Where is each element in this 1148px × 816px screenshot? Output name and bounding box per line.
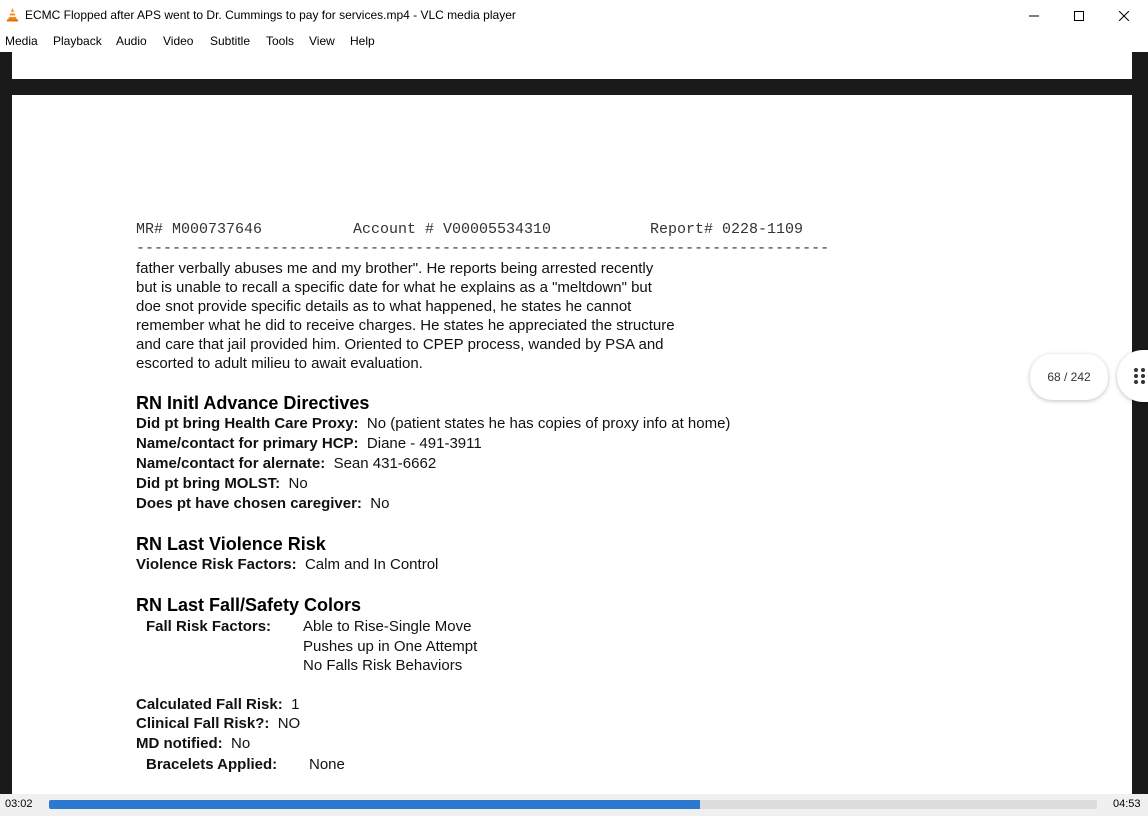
field-label: Does pt have chosen caregiver: bbox=[136, 495, 362, 512]
violence-risk-field bbox=[136, 556, 438, 573]
page-counter bbox=[1030, 354, 1108, 400]
narrative-line: escorted to adult milieu to await evaluation. bbox=[136, 355, 423, 372]
seek-bar[interactable] bbox=[49, 800, 1097, 809]
field-label: Name/contact for alernate: bbox=[136, 455, 326, 472]
maximize-button[interactable] bbox=[1056, 0, 1102, 31]
total-time: 04:53 bbox=[1113, 798, 1141, 810]
close-icon bbox=[1119, 11, 1129, 21]
directive-field bbox=[136, 415, 730, 432]
violence-risk-heading: RN Last Violence Risk bbox=[136, 534, 326, 554]
vlc-cone-icon bbox=[5, 7, 20, 22]
fall-field bbox=[136, 715, 300, 732]
page-counter-text: 68 / 242 bbox=[1047, 370, 1091, 384]
menu-video[interactable]: Video bbox=[163, 34, 194, 48]
field-label: Violence Risk Factors: bbox=[136, 556, 297, 573]
header-rule: ----------------------------------------------------------------------------- bbox=[136, 240, 830, 257]
close-button[interactable] bbox=[1101, 0, 1147, 31]
account-number: Account # V00005534310 bbox=[353, 221, 552, 238]
menu-tools[interactable]: Tools bbox=[266, 34, 295, 48]
directive-field bbox=[136, 475, 308, 492]
field-label: Calculated Fall Risk: bbox=[136, 696, 283, 713]
elapsed-time: 03:02 bbox=[5, 798, 33, 810]
field-label: MD notified: bbox=[136, 735, 223, 752]
advance-directives-heading: RN Initl Advance Directives bbox=[136, 393, 370, 413]
field-value: Calm and In Control bbox=[304, 556, 439, 573]
directive-field bbox=[136, 495, 389, 512]
field-label: Did pt bring MOLST: bbox=[136, 475, 281, 492]
menu-media[interactable]: Media bbox=[5, 34, 38, 48]
field-value: NO bbox=[277, 715, 301, 732]
menu-audio[interactable]: Audio bbox=[116, 34, 147, 48]
minimize-button[interactable] bbox=[1011, 0, 1057, 31]
narrative-line: but is unable to recall a specific date for what he explains as a "meltdown" but bbox=[136, 279, 652, 296]
document-page bbox=[12, 95, 1132, 794]
field-label: Clinical Fall Risk?: bbox=[136, 715, 270, 732]
grip-dots-icon bbox=[1133, 367, 1147, 385]
narrative-line: remember what he did to receive charges. He states he appreciated the structure bbox=[136, 317, 675, 334]
menu-bar bbox=[0, 31, 1148, 52]
directive-field bbox=[136, 455, 436, 472]
previous-page-fragment bbox=[12, 52, 1132, 79]
narrative-line: and care that jail provided him. Oriented to CPEP process, wanded by PSA and bbox=[136, 336, 664, 353]
menu-view[interactable]: View bbox=[309, 34, 335, 48]
maximize-icon bbox=[1074, 11, 1084, 21]
field-value: Diane - 491-3911 bbox=[366, 435, 482, 452]
report-number: Report# 0228-1109 bbox=[650, 221, 804, 238]
field-value: No bbox=[370, 495, 390, 512]
field-value: No bbox=[288, 475, 308, 492]
field-value: No (patient states he has copies of proxy info at home) bbox=[366, 415, 731, 432]
bracelets-value: None bbox=[309, 756, 345, 773]
directive-field bbox=[136, 435, 482, 452]
playback-controls bbox=[0, 794, 1148, 816]
menu-playback[interactable]: Playback bbox=[53, 34, 102, 48]
fall-risk-factor: Pushes up in One Attempt bbox=[303, 638, 478, 655]
narrative-line: doe snot provide specific details as to what happened, he states he cannot bbox=[136, 298, 632, 315]
fall-risk-factor: Able to Rise-Single Move bbox=[303, 618, 472, 635]
fall-risk-factors-label: Fall Risk Factors: bbox=[146, 618, 272, 635]
field-value: No bbox=[231, 735, 251, 752]
video-area[interactable] bbox=[0, 52, 1148, 794]
fall-field bbox=[136, 696, 299, 713]
field-value: Sean 431-6662 bbox=[333, 455, 437, 472]
bracelets-label: Bracelets Applied: bbox=[146, 756, 278, 773]
fall-safety-heading: RN Last Fall/Safety Colors bbox=[136, 595, 362, 615]
seek-bar-progress bbox=[49, 800, 700, 809]
field-value: 1 bbox=[291, 696, 300, 713]
field-label: Name/contact for primary HCP: bbox=[136, 435, 359, 452]
field-label: Did pt bring Health Care Proxy: bbox=[136, 415, 359, 432]
fall-risk-factor: No Falls Risk Behaviors bbox=[303, 657, 463, 674]
menu-help[interactable]: Help bbox=[350, 34, 375, 48]
fall-field bbox=[136, 735, 250, 752]
minimize-icon bbox=[1029, 11, 1039, 21]
narrative-line: father verbally abuses me and my brother". He reports being arrested recently bbox=[136, 260, 654, 277]
title-bar bbox=[0, 0, 1148, 31]
mr-number: MR# M000737646 bbox=[136, 221, 263, 238]
menu-subtitle[interactable]: Subtitle bbox=[210, 34, 251, 48]
window-title: ECMC Flopped after APS went to Dr. Cummings to pay for services.mp4 - VLC media player bbox=[25, 8, 516, 22]
